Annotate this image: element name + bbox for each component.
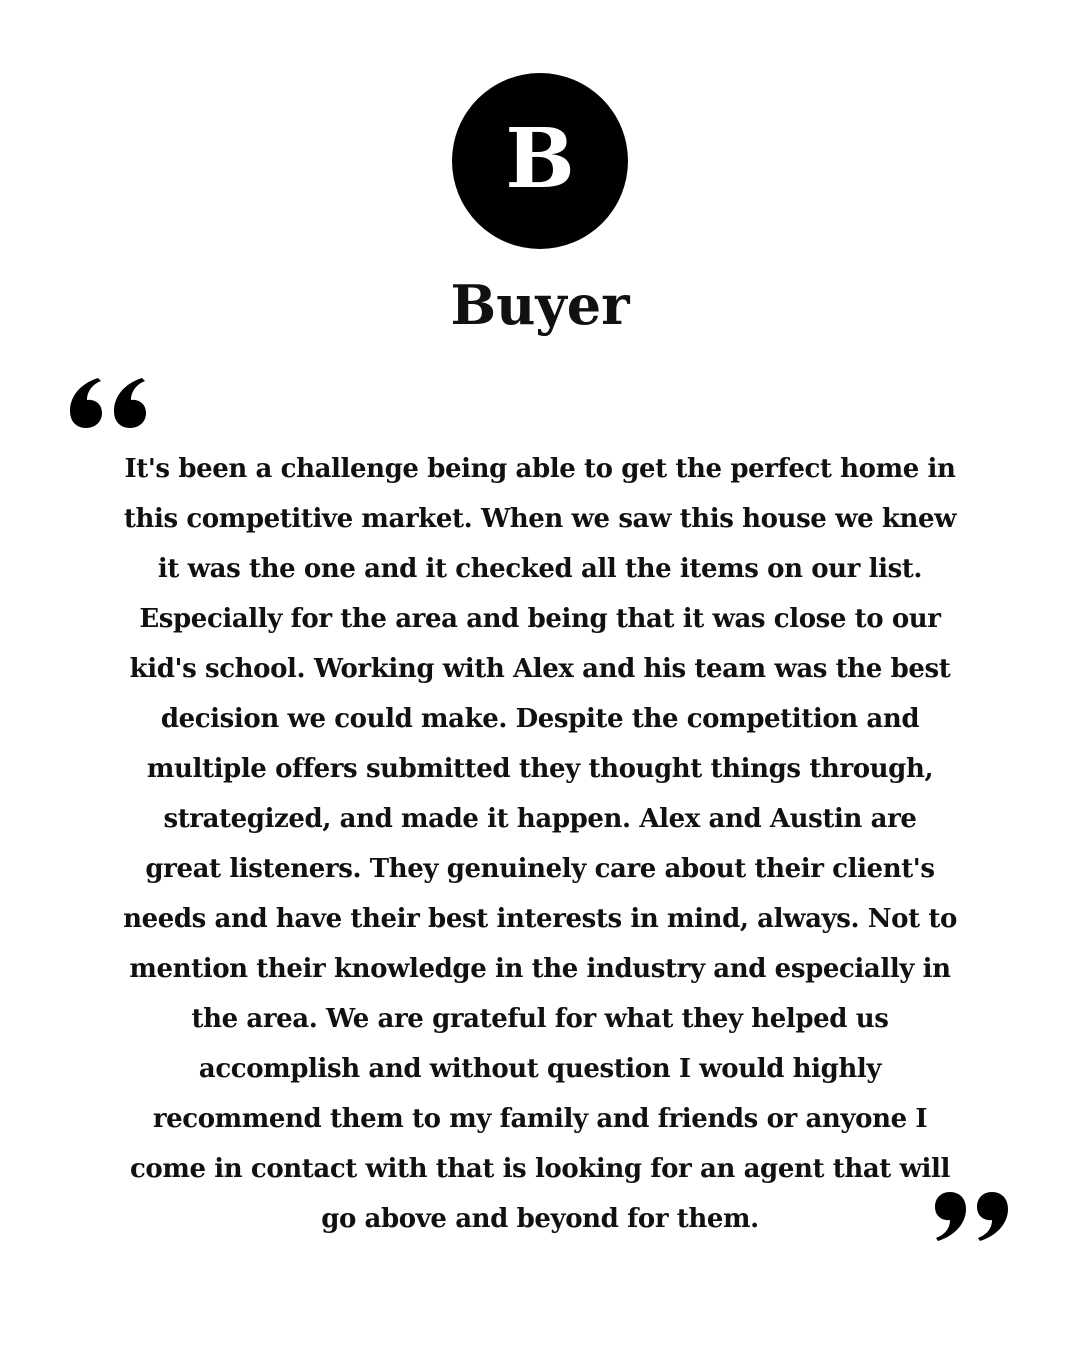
close-quote-right-mark [977, 1192, 1008, 1241]
testimonial-line: go above and beyond for them. [321, 1204, 759, 1234]
buyer-badge [452, 73, 628, 249]
badge-letter: B [505, 111, 575, 207]
testimonial-line: strategized, and made it happen. Alex and Austin are [163, 804, 917, 834]
testimonial-line: It's been a challenge being able to get the perfect home in [124, 454, 956, 484]
testimonial-line: it was the one and it checked all the items on our list. [157, 554, 923, 584]
testimonial-line: the area. We are grateful for what they helped us [191, 1004, 889, 1034]
testimonial-line: Especially for the area and being that it was close to our [139, 604, 941, 634]
page-title: Buyer [450, 273, 630, 337]
testimonial-text [100, 444, 980, 1244]
open-quote-left-mark [70, 378, 102, 428]
testimonial-line: kid's school. Working with Alex and his team was the best [129, 654, 951, 684]
open-quote-right-mark [114, 378, 146, 428]
testimonial-line: mention their knowledge in the industry and especially in [129, 954, 951, 984]
testimonial-line: come in contact with that is looking for an agent that will [130, 1154, 950, 1184]
open-quote-icon [68, 375, 148, 429]
testimonial-line: multiple offers submitted they thought things through, [146, 754, 934, 784]
close-quote-icon [934, 1192, 1010, 1244]
testimonial-line: needs and have their best interests in mind, always. Not to [123, 904, 957, 934]
testimonial-line: recommend them to my family and friends or anyone I [152, 1104, 928, 1134]
testimonial-line: decision we could make. Despite the competition and [160, 704, 920, 734]
close-quote-left-mark [935, 1192, 966, 1241]
testimonial-line: accomplish and without question I would highly [198, 1054, 882, 1084]
testimonial-line: great listeners. They genuinely care about their client's [145, 854, 935, 884]
testimonial-line: this competitive market. When we saw this house we knew [123, 504, 957, 534]
